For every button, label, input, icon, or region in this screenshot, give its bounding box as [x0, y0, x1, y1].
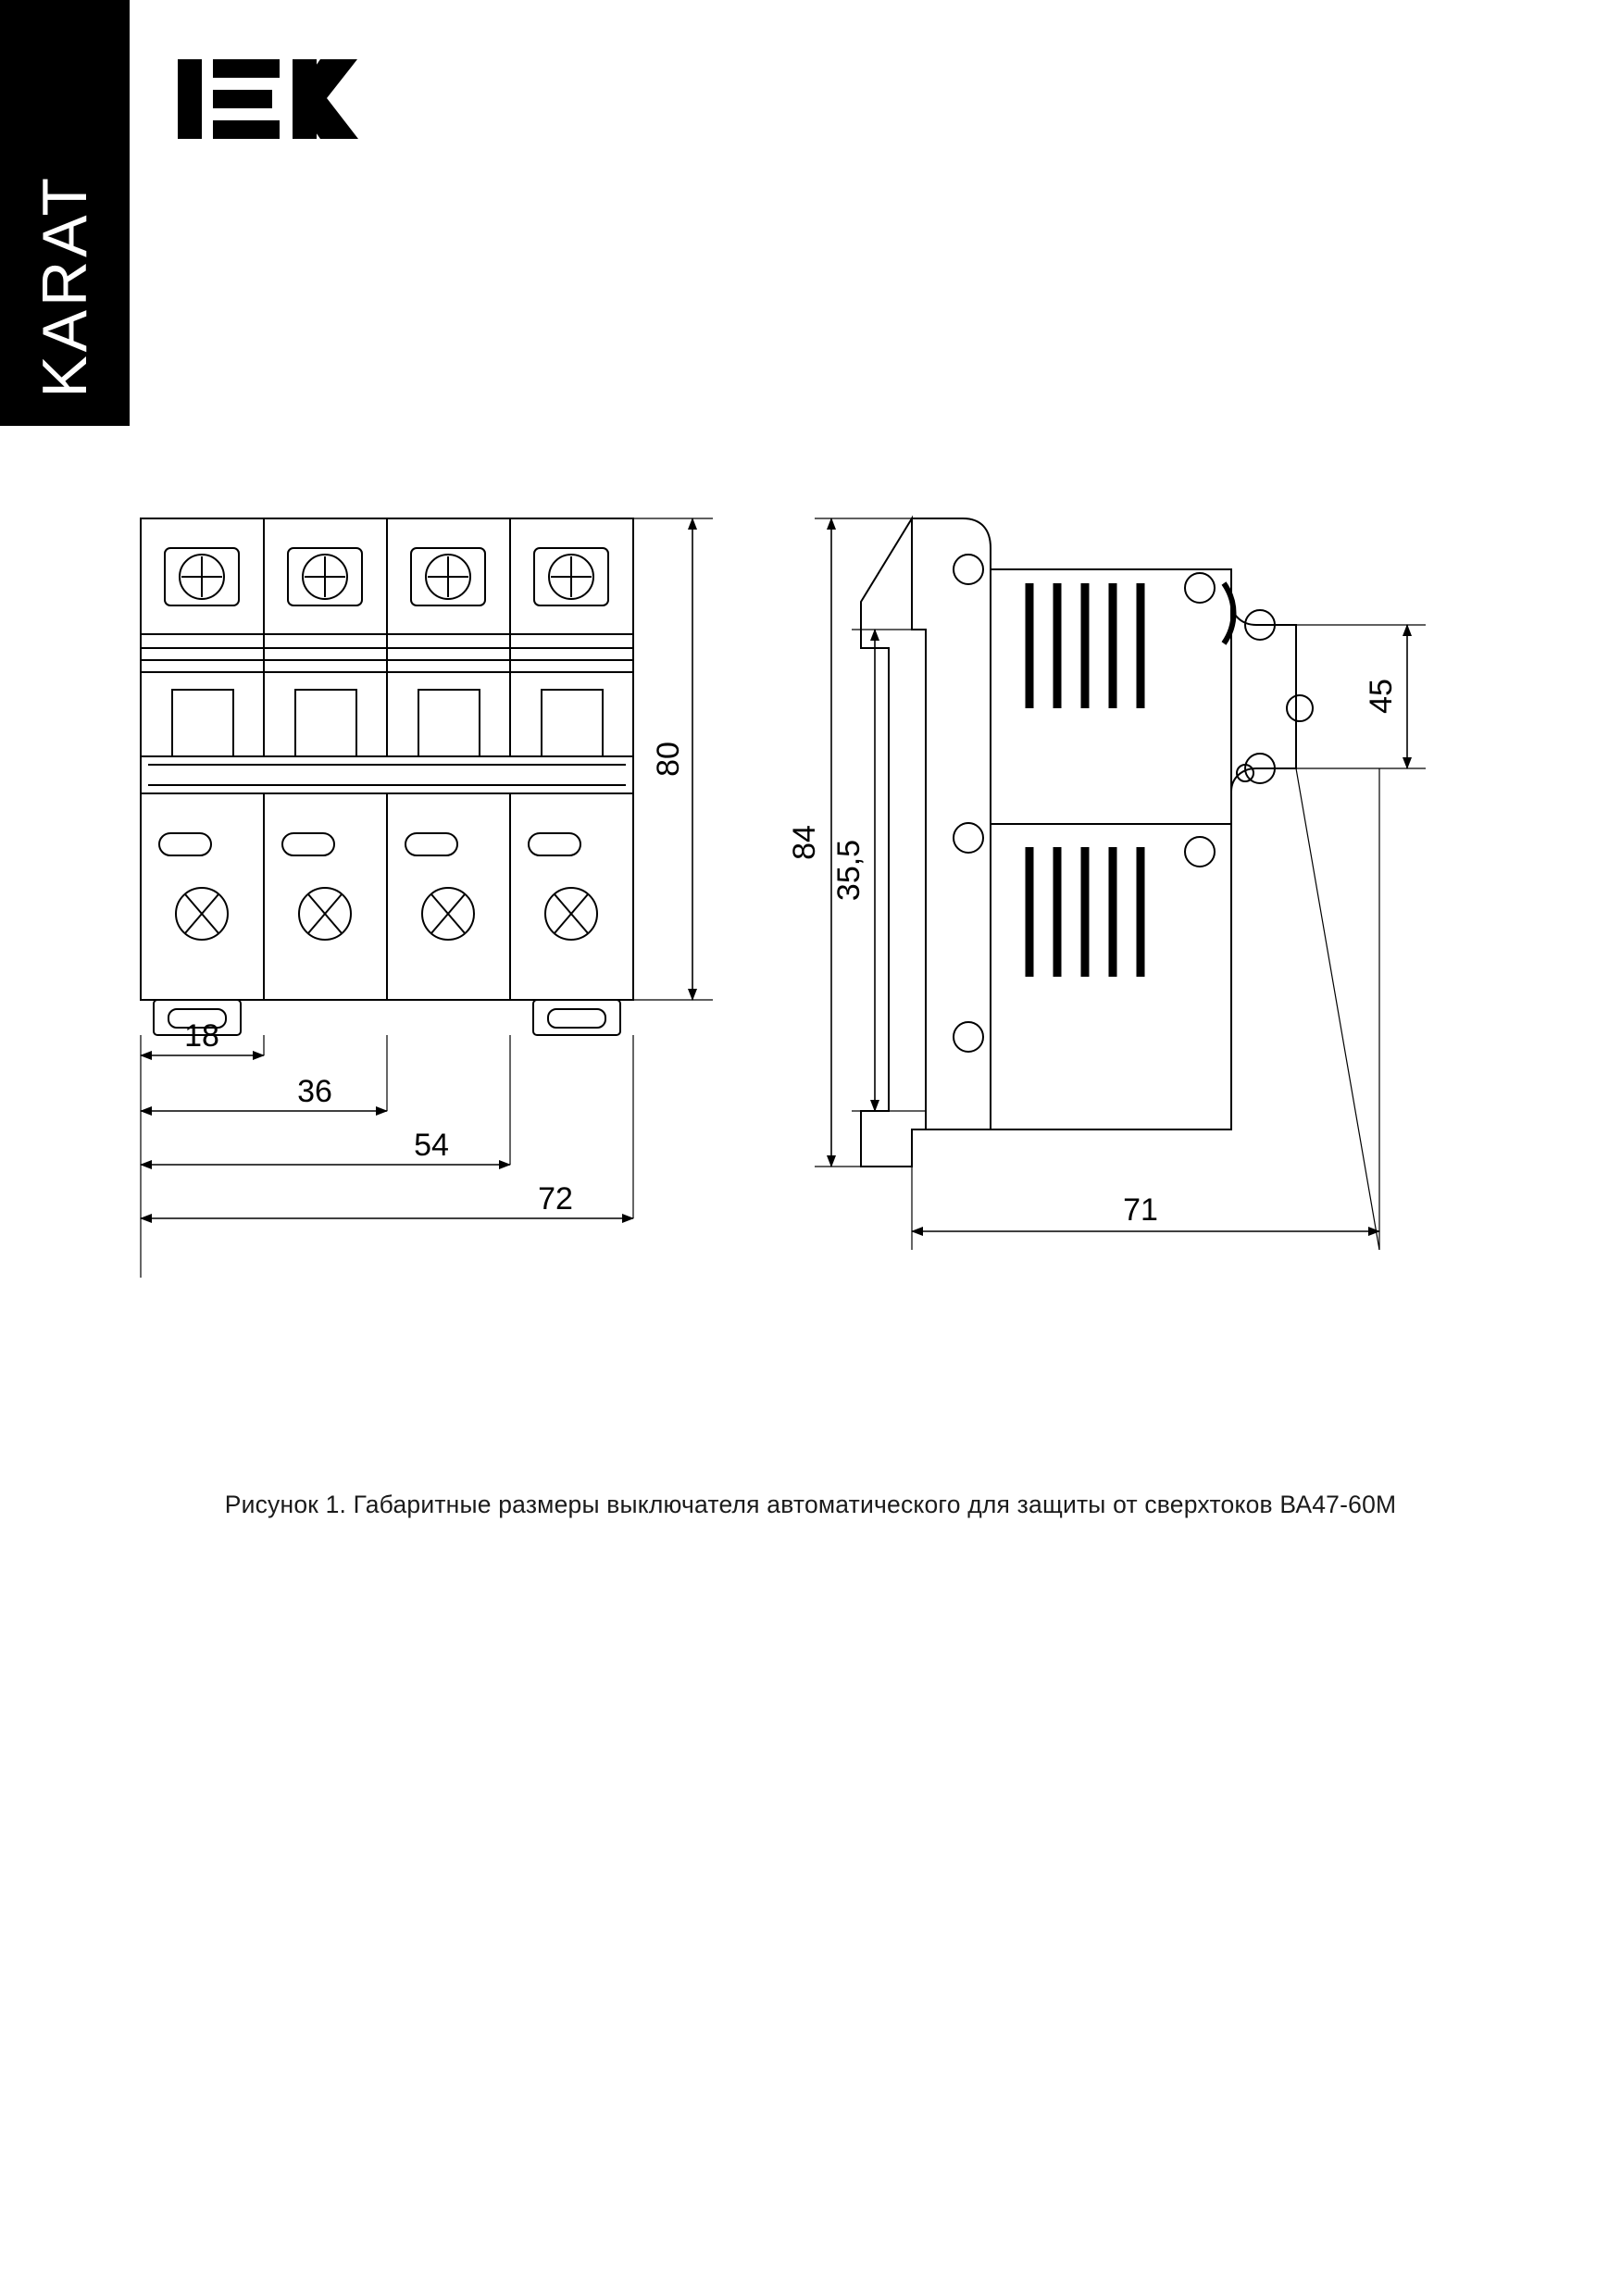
- dim-label-45: 45: [1364, 679, 1399, 714]
- dim-label-71: 71: [1123, 1192, 1158, 1228]
- dim-label-84: 84: [787, 825, 822, 860]
- brand-vertical-title: [0, 0, 130, 426]
- dim-label-72: 72: [538, 1181, 573, 1217]
- dim-label-80: 80: [651, 742, 686, 777]
- side-view: [815, 518, 1426, 1250]
- figure-caption: Рисунок 1. Габаритные размеры выключателя автоматического для защиты от сверхтоков ВА47-60М: [224, 1491, 1397, 1518]
- dim-label-54: 54: [414, 1128, 449, 1163]
- front-view: [141, 518, 713, 1278]
- brand-vertical-title-text: KARAT: [30, 174, 100, 398]
- din-clip-right: [533, 1000, 620, 1035]
- dim-label-35-5: 35,5: [831, 839, 867, 902]
- dim-label-36: 36: [297, 1074, 332, 1109]
- dim-label-18: 18: [184, 1018, 219, 1054]
- iek-logo: [176, 48, 380, 150]
- dimension-drawing: [0, 463, 1621, 1481]
